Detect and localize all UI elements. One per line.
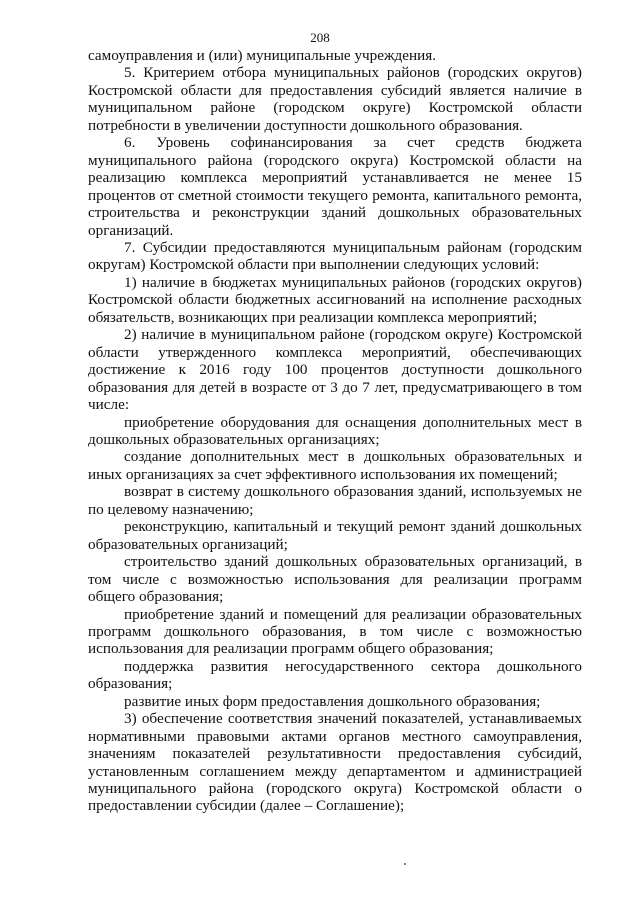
scan-speck [404, 863, 406, 865]
sub-item-reconstruction: реконструкцию, капитальный и текущий ремонт зданий дошкольных образовательных организаций; [88, 518, 582, 553]
sub-item-acquisition: приобретение зданий и помещений для реализации образовательных программ дошкольного образования, в том числе с возможностью использования для реализации программ общего образования; [88, 605, 582, 658]
sub-item-equipment: приобретение оборудования для оснащения дополнительных мест в дошкольных образовательных организациях; [88, 413, 582, 448]
condition-3: 3) обеспечение соответствия значений показателей, устанавливаемых нормативными правовыми актами органов местного самоуправления, значениям показателей результативности предоставления субсидий, установленным соглашением между департаментом и администрацией муниципального района (городского округа) Костромской области о предоставлении субсидии (далее – Соглашение); [88, 710, 582, 815]
sub-item-additional-places: создание дополнительных мест в дошкольных образовательных и иных организациях за счет эффективного использования их помещений; [88, 448, 582, 483]
condition-1: 1) наличие в бюджетах муниципальных районов (городских округов) Костромской области бюджетных ассигнований на исполнение расходных обязательств, возникающих при реализации комплекса мероприятий; [88, 273, 582, 326]
sub-item-nongovernment-support: поддержка развития негосударственного сектора дошкольного образования; [88, 657, 582, 693]
sub-item-other-forms: развитие иных форм предоставления дошкольного образования; [124, 692, 541, 710]
paragraph-item-6: 6. Уровень софинансирования за счет средств бюджета муниципального района (городского округа) Костромской области на реализацию комплекса мероприятий устанавливается не менее 15 процентов от сметной стоимости текущего ремонта, капитального ремонта, строительства и реконструкции зданий дошкольных образовательных организаций. [88, 134, 582, 239]
page-number: 208 [310, 30, 330, 45]
sub-item-return-buildings: возврат в систему дошкольного образования зданий, используемых не по целевому назначению; [88, 483, 582, 518]
condition-2: 2) наличие в муниципальном районе (городском округе) Костромской области утвержденного комплекса мероприятий, обеспечивающих достижение к 2016 году 100 процентов доступности дошкольного образования для детей в возрасте от 3 до 7 лет, предусматривающего в том числе: [88, 326, 582, 414]
sub-item-construction: строительство зданий дошкольных образовательных организаций, в том числе с возможностью использования для реализации программ общего образования; [88, 553, 582, 606]
paragraph-item-7: 7. Субсидии предоставляются муниципальным районам (городским округам) Костромской области при выполнении следующих условий: [88, 238, 582, 274]
paragraph-item-5: 5. Критерием отбора муниципальных районов (городских округов) Костромской области для предоставления субсидий является наличие в муниципальном районе (городском округе) Костромской области потребности в увеличении доступности дошкольного образования. [88, 64, 582, 134]
paragraph-continuation: самоуправления и (или) муниципальные учреждения. [88, 47, 437, 64]
document-body [88, 47, 582, 815]
